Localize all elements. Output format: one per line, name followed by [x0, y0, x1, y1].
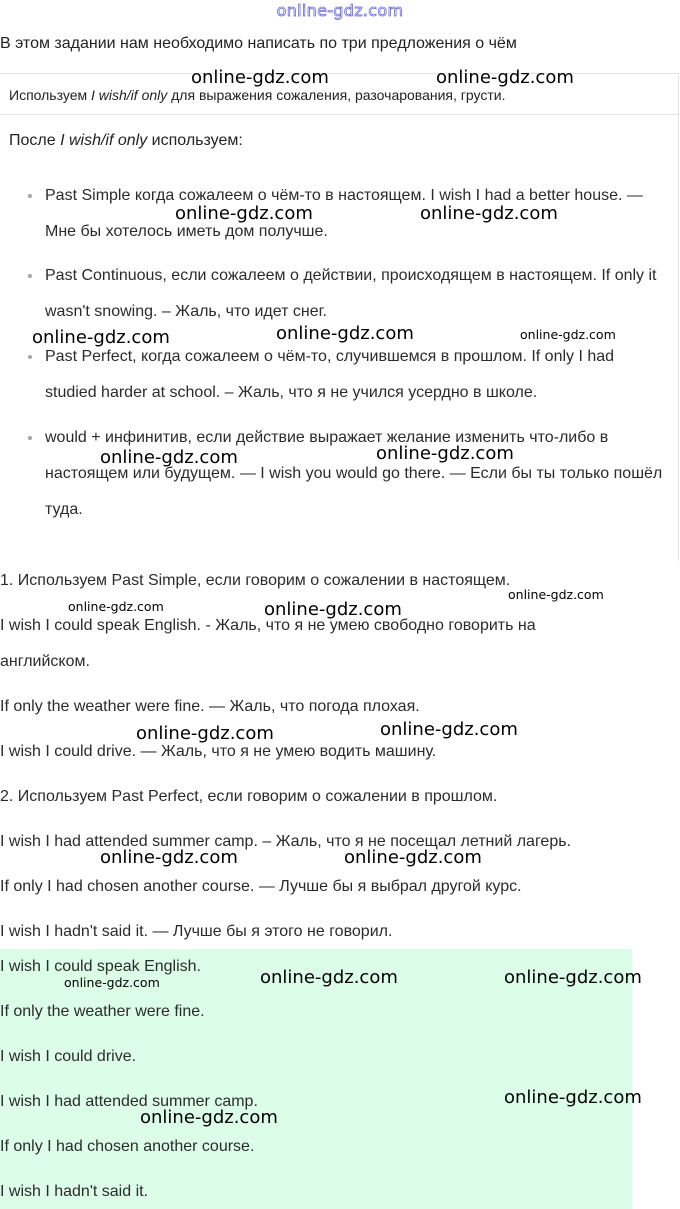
section1-line: If only the weather were fine. — Жаль, что погода плохая. — [0, 698, 420, 715]
answer-line: If only I had chosen another course. — [0, 1138, 255, 1155]
watermark: online-gdz.com — [191, 67, 329, 88]
watermark: online-gdz.com — [376, 443, 514, 464]
answer-line: I wish I hadn't said it. — [0, 1183, 149, 1200]
watermark: online-gdz.com — [100, 847, 238, 868]
top-watermark-logo: online-gdz.com — [276, 1, 404, 20]
watermark: online-gdz.com — [436, 67, 574, 88]
watermark: online-gdz.com — [276, 323, 414, 344]
section2-heading: 2. Используем Past Perfect, если говорим о сожалении в прошлом. — [0, 788, 498, 805]
section2-line: If only I had chosen another course. — Лучше бы я выбрал другой курс. — [0, 878, 522, 895]
watermark: online-gdz.com — [260, 967, 398, 988]
rule-heading-italic: I wish/if only — [91, 87, 168, 103]
answer-line: I wish I could speak English. — [0, 958, 201, 975]
watermark: online-gdz.com — [420, 203, 558, 224]
bullet-past-continuous: Past Continuous, если сожалеем о действии, происходящем в настоящем. If only it wasn't snowing. – Жаль, что идет снег. — [45, 258, 665, 330]
answer-line: I wish I had attended summer camp. — [0, 1093, 258, 1110]
watermark: online-gdz.com — [100, 447, 238, 468]
section1-line: I wish I could drive. — Жаль, что я не умею водить машину. — [0, 743, 437, 760]
intro-text: В этом задании нам необходимо написать по три предложения о чём — [0, 35, 517, 52]
answer-line: If only the weather were fine. — [0, 1003, 205, 1020]
watermark: online-gdz.com — [504, 967, 642, 988]
section1-line: английском. — [0, 653, 90, 670]
watermark: online-gdz.com — [520, 327, 616, 342]
rule-intro-suffix: используем: — [147, 132, 243, 149]
watermark: online-gdz.com — [140, 1107, 278, 1128]
rule-heading-suffix: для выражения сожаления, разочарования, грусти. — [167, 87, 506, 103]
watermark: online-gdz.com — [175, 203, 313, 224]
bullet-past-perfect: Past Perfect, когда сожалеем о чём-то, случившемся в прошлом. If only I had studied harder at school. – Жаль, что я не учился усердно в школе. — [45, 339, 665, 411]
section2-line: I wish I had attended summer camp. – Жаль, что я не посещал летний лагерь. — [0, 833, 572, 850]
bullet-would-infinitive: would + инфинитив, если действие выражает желание изменить что-либо в настоящем или будущем. — I wish you would go there. — Если бы ты только пошёл туда. — [45, 420, 665, 528]
section1-line: I wish I could speak English. - Жаль, что я не умею свободно говорить на — [0, 617, 536, 634]
watermark: online-gdz.com — [32, 327, 170, 348]
rule-intro-italic: I wish/if only — [60, 132, 148, 149]
watermark: online-gdz.com — [344, 847, 482, 868]
watermark: online-gdz.com — [68, 599, 164, 614]
rule-intro-prefix: После — [9, 132, 61, 149]
section1-heading: 1. Используем Past Simple, если говорим о сожалении в настоящем. — [0, 572, 511, 589]
rule-intro — [9, 132, 243, 150]
watermark: online-gdz.com — [136, 723, 274, 744]
watermark: online-gdz.com — [508, 587, 604, 602]
answer-line: I wish I could drive. — [0, 1048, 137, 1065]
rule-heading-prefix: Используем — [9, 87, 91, 103]
rule-heading — [0, 74, 678, 115]
watermark: online-gdz.com — [264, 599, 402, 620]
grammar-rule-box — [0, 73, 679, 561]
watermark: online-gdz.com — [380, 719, 518, 740]
bullet-past-simple: Past Simple когда сожалеем о чём-то в настоящем. I wish I had a better house. — Мне бы хотелось иметь дом получше. — [45, 178, 665, 250]
section2-line: I wish I hadn't said it. — Лучше бы я этого не говорил. — [0, 923, 393, 940]
watermark: online-gdz.com — [504, 1087, 642, 1108]
watermark: online-gdz.com — [64, 975, 160, 990]
